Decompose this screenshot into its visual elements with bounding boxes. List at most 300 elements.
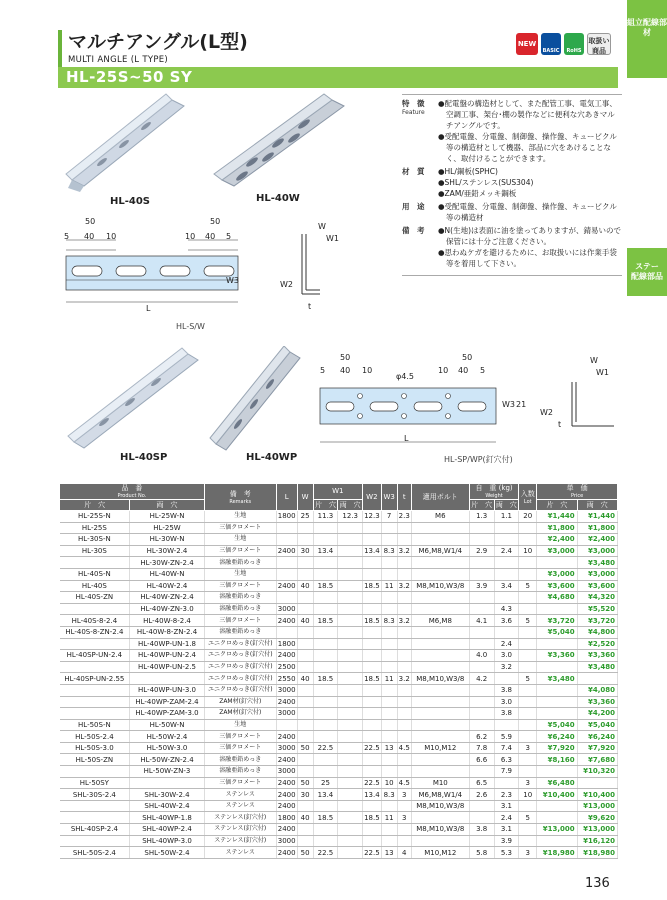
table-cell: 溶融亜鉛めっき bbox=[204, 592, 276, 604]
table-cell: 三価クロメート bbox=[204, 615, 276, 627]
table-cell: 3000 bbox=[277, 836, 296, 845]
table-cell bbox=[276, 719, 297, 731]
table-cell: 1800 bbox=[277, 813, 296, 822]
table-cell bbox=[313, 626, 338, 638]
table-cell: ¥2,520 bbox=[577, 638, 617, 650]
table-cell bbox=[60, 638, 130, 650]
table-cell bbox=[381, 638, 397, 650]
table-cell bbox=[338, 580, 363, 592]
table-cell bbox=[381, 835, 397, 847]
table-cell: 4.3 bbox=[494, 603, 519, 615]
table-row bbox=[60, 522, 618, 534]
table-cell: 3.0 bbox=[494, 650, 519, 662]
th-w2: W2 bbox=[363, 484, 382, 511]
table-row bbox=[60, 592, 618, 604]
table-cell bbox=[397, 696, 411, 708]
table-cell bbox=[60, 835, 130, 847]
table-cell: HL-50S-N bbox=[60, 719, 130, 731]
table-cell bbox=[313, 650, 338, 662]
table-cell: 40 bbox=[297, 812, 313, 824]
table-cell: M6,M8,W1/4 bbox=[411, 789, 469, 801]
table-cell: ¥10,400 bbox=[577, 789, 617, 801]
dim2-w: W bbox=[590, 356, 598, 365]
table-row bbox=[60, 742, 618, 754]
table-cell bbox=[381, 534, 397, 546]
table-cell bbox=[338, 603, 363, 615]
table-cell: 2400 bbox=[277, 732, 296, 741]
table-cell: HL-50S-2.4 bbox=[60, 731, 130, 743]
table-cell: ¥1,800 bbox=[537, 522, 577, 534]
table-cell bbox=[381, 522, 397, 534]
table-cell bbox=[363, 557, 382, 569]
table-cell: M6,M8,W1/4 bbox=[411, 545, 469, 557]
dim-50-left: 50 bbox=[85, 217, 96, 226]
table-cell bbox=[411, 719, 469, 731]
table-cell bbox=[60, 812, 130, 824]
rohs-badge: RoHS bbox=[564, 33, 584, 55]
table-cell: HL-30W-ZN-2.4 bbox=[130, 557, 205, 569]
table-row bbox=[60, 766, 618, 778]
table-cell: 18.5 bbox=[313, 673, 338, 685]
table-cell bbox=[411, 522, 469, 534]
table-cell: ¥2,400 bbox=[577, 534, 617, 546]
table-cell bbox=[519, 661, 537, 673]
table-cell: ¥3,000 bbox=[577, 545, 617, 557]
table-cell bbox=[363, 696, 382, 708]
th-bolt: 適用ボルト bbox=[411, 484, 469, 511]
table-cell: ¥4,080 bbox=[577, 684, 617, 696]
table-cell: 2400 bbox=[277, 651, 296, 660]
table-cell bbox=[313, 766, 338, 778]
table-row bbox=[60, 847, 618, 859]
table-cell: 18.5 bbox=[364, 674, 380, 683]
th-price-single: 片 穴 bbox=[537, 500, 577, 511]
table-cell: ¥3,600 bbox=[537, 580, 577, 592]
table-cell: 18.5 bbox=[364, 813, 380, 822]
table-cell bbox=[297, 557, 313, 569]
table-cell: 13.4 bbox=[364, 547, 380, 556]
table-cell bbox=[519, 708, 537, 720]
table-cell bbox=[313, 835, 338, 847]
table-row bbox=[60, 534, 618, 546]
table-cell: 25 bbox=[297, 511, 313, 523]
table-cell bbox=[363, 754, 382, 766]
table-cell: 1800 bbox=[277, 639, 296, 648]
th-w: W bbox=[297, 484, 313, 511]
dim2-10b: 10 bbox=[438, 366, 449, 375]
table-cell: M8,M10,W3/8 bbox=[411, 580, 469, 592]
table-cell: 生地 bbox=[204, 568, 276, 580]
table-cell bbox=[519, 568, 537, 580]
page-title: マルチアングル(L型) bbox=[68, 31, 248, 53]
th-l: L bbox=[276, 484, 297, 511]
table-cell: M10,M12 bbox=[411, 847, 469, 859]
table-row bbox=[60, 824, 618, 836]
dim2-l: L bbox=[404, 434, 409, 443]
th-w3: W3 bbox=[381, 484, 397, 511]
table-cell: 22.5 bbox=[364, 744, 380, 753]
table-cell: 3.2 bbox=[398, 674, 410, 683]
table-cell: ¥3,720 bbox=[537, 615, 577, 627]
table-cell bbox=[338, 731, 363, 743]
table-cell: 50 bbox=[297, 777, 313, 789]
table-cell bbox=[313, 754, 338, 766]
table-row bbox=[60, 580, 618, 592]
table-cell bbox=[537, 638, 577, 650]
table-cell bbox=[297, 592, 313, 604]
table-row bbox=[60, 835, 618, 847]
dim2-21: 21 bbox=[516, 400, 527, 409]
table-cell bbox=[537, 557, 577, 569]
table-cell: 5 bbox=[519, 673, 537, 685]
drawing-hl-sw bbox=[58, 220, 348, 320]
table-cell: HL-40WP-UN-2.5 bbox=[130, 661, 205, 673]
table-cell: 2400 bbox=[277, 697, 296, 706]
table-cell bbox=[313, 684, 338, 696]
photo-hl-40s bbox=[62, 92, 192, 192]
table-cell bbox=[397, 835, 411, 847]
table-cell: ¥18,980 bbox=[577, 847, 617, 859]
table-cell bbox=[494, 626, 519, 638]
material-row: 材 質 ●HL/鋼板(SPHC) ●SHL/ステンレス(SUS304) ●ZAM/亜鉛メッキ鋼板 bbox=[402, 167, 534, 198]
side-tab-category[interactable]: 組立配線部材 bbox=[627, 0, 667, 78]
table-cell: ¥1,800 bbox=[577, 522, 617, 534]
table-cell: 3.8 bbox=[469, 824, 494, 836]
table-cell: 2400 bbox=[277, 802, 296, 811]
dim2-w1: W1 bbox=[596, 368, 609, 377]
table-cell: HL-30W-N bbox=[130, 534, 205, 546]
table-cell: 18.5 bbox=[364, 581, 380, 590]
table-cell bbox=[338, 800, 363, 812]
spec-table-body bbox=[60, 511, 618, 859]
table-cell: HL-40W-8-ZN-2.4 bbox=[130, 626, 205, 638]
dim2-50-left: 50 bbox=[340, 353, 351, 362]
table-cell: SHL-50W-2.4 bbox=[130, 847, 205, 859]
table-cell: 3000 bbox=[277, 744, 296, 753]
table-cell bbox=[338, 824, 363, 836]
table-cell: ¥18,980 bbox=[537, 847, 577, 859]
table-cell: ステンレス bbox=[204, 847, 276, 859]
table-cell bbox=[397, 719, 411, 731]
table-cell: ¥3,000 bbox=[537, 545, 577, 557]
table-cell: 12.3 bbox=[364, 512, 380, 521]
table-cell bbox=[297, 731, 313, 743]
table-cell bbox=[276, 568, 297, 580]
caption-hl-spwp: HL-SP/WP(釘穴付) bbox=[444, 455, 513, 464]
table-cell bbox=[411, 684, 469, 696]
table-cell bbox=[60, 661, 130, 673]
dim2-40: 40 bbox=[340, 366, 351, 375]
table-cell bbox=[313, 731, 338, 743]
table-cell: 4.0 bbox=[469, 650, 494, 662]
table-cell: ¥3,360 bbox=[577, 650, 617, 662]
table-cell bbox=[338, 661, 363, 673]
table-cell bbox=[397, 626, 411, 638]
table-cell bbox=[60, 557, 130, 569]
table-row bbox=[60, 568, 618, 580]
table-cell bbox=[397, 534, 411, 546]
table-cell: 5 bbox=[519, 580, 537, 592]
table-cell bbox=[338, 696, 363, 708]
dim-5: 5 bbox=[64, 232, 70, 241]
table-cell: HL-50S-ZN bbox=[60, 754, 130, 766]
table-cell bbox=[381, 650, 397, 662]
table-cell: ユニクロめっき(釘穴付) bbox=[204, 684, 276, 696]
table-cell bbox=[397, 603, 411, 615]
table-cell: 3.6 bbox=[494, 615, 519, 627]
table-cell bbox=[411, 766, 469, 778]
table-cell bbox=[338, 534, 363, 546]
dim2-t: t bbox=[558, 420, 562, 429]
table-cell: 12.3 bbox=[338, 511, 363, 523]
table-cell: 3.2 bbox=[398, 616, 410, 625]
table-cell: 3000 bbox=[277, 709, 296, 718]
table-cell: ¥4,680 bbox=[537, 592, 577, 604]
th-remarks: 備 考 Remarks bbox=[204, 484, 276, 511]
table-cell bbox=[469, 812, 494, 824]
table-cell: ¥1,440 bbox=[577, 511, 617, 523]
table-cell bbox=[363, 835, 382, 847]
side-tab-subcategory[interactable]: ステー 配線部品 bbox=[627, 248, 667, 296]
table-cell: 25 bbox=[313, 777, 338, 789]
table-cell bbox=[363, 568, 382, 580]
table-cell: HL-40W-2.4 bbox=[130, 580, 205, 592]
table-cell: 3.8 bbox=[494, 708, 519, 720]
table-cell: ユニクロめっき(釘穴付) bbox=[204, 661, 276, 673]
table-cell: SHL-40SP-2.4 bbox=[60, 824, 130, 836]
table-row bbox=[60, 638, 618, 650]
table-cell bbox=[537, 800, 577, 812]
table-cell: HL-40WP-UN-1.8 bbox=[130, 638, 205, 650]
table-cell: 三価クロメート bbox=[204, 742, 276, 754]
table-cell: 4.5 bbox=[398, 778, 410, 787]
table-cell: HL-50W-ZN-3 bbox=[130, 766, 205, 778]
th-qty: 入数 Lot bbox=[519, 484, 537, 511]
table-cell: 3.9 bbox=[494, 835, 519, 847]
th-double: 両 穴 bbox=[130, 500, 205, 511]
table-cell: ユニクロめっき(釘穴付) bbox=[204, 650, 276, 662]
dim2-hole: φ4.5 bbox=[396, 372, 414, 381]
table-cell bbox=[297, 650, 313, 662]
table-cell: HL-50SY bbox=[60, 777, 130, 789]
table-cell: 溶融亜鉛めっき bbox=[204, 603, 276, 615]
table-cell: HL-25S bbox=[60, 522, 130, 534]
table-row bbox=[60, 626, 618, 638]
table-cell: 30 bbox=[297, 789, 313, 801]
table-cell: 2400 bbox=[277, 755, 296, 764]
table-cell: 22.5 bbox=[364, 778, 380, 787]
table-cell: HL-25W bbox=[130, 522, 205, 534]
table-cell: SHL-40WP-3.0 bbox=[130, 835, 205, 847]
table-cell: ¥3,480 bbox=[537, 673, 577, 685]
table-cell bbox=[519, 719, 537, 731]
table-cell bbox=[494, 557, 519, 569]
table-cell: 3.1 bbox=[494, 824, 519, 836]
table-cell bbox=[537, 603, 577, 615]
table-cell: 8.3 bbox=[381, 615, 397, 627]
table-cell: 30 bbox=[297, 545, 313, 557]
table-cell: 2.3 bbox=[398, 512, 410, 521]
table-cell: ¥5,040 bbox=[577, 719, 617, 731]
table-cell: 溶融亜鉛めっき bbox=[204, 754, 276, 766]
table-cell bbox=[381, 696, 397, 708]
model-range: HL-25S~50 SY bbox=[66, 68, 193, 86]
table-row bbox=[60, 615, 618, 627]
th-w1: W1 bbox=[313, 484, 362, 500]
table-cell: ¥3,480 bbox=[577, 661, 617, 673]
th-wt-single: 片 穴 bbox=[471, 500, 493, 509]
table-cell: 溶融亜鉛めっき bbox=[204, 557, 276, 569]
dim-40: 40 bbox=[84, 232, 95, 241]
table-cell bbox=[469, 534, 494, 546]
table-cell: 1.1 bbox=[494, 511, 519, 523]
table-cell: HL-50W-2.4 bbox=[130, 731, 205, 743]
dim2-5: 5 bbox=[320, 366, 326, 375]
table-cell: 3.4 bbox=[494, 580, 519, 592]
table-cell bbox=[411, 557, 469, 569]
table-cell bbox=[338, 708, 363, 720]
table-cell bbox=[469, 626, 494, 638]
table-cell: 2400 bbox=[277, 547, 296, 556]
table-cell: 40 bbox=[297, 580, 313, 592]
table-cell: 11 bbox=[381, 673, 397, 685]
dim2-40b: 40 bbox=[458, 366, 469, 375]
handling-badge: 取扱い 商品 bbox=[587, 33, 611, 55]
table-cell: HL-40WP-ZAM-2.4 bbox=[130, 696, 205, 708]
page-number: 136 bbox=[585, 876, 610, 891]
table-cell bbox=[397, 592, 411, 604]
table-cell: ¥16,120 bbox=[577, 835, 617, 847]
new-badge: NEW bbox=[516, 33, 538, 55]
table-cell bbox=[469, 719, 494, 731]
table-cell bbox=[537, 835, 577, 847]
table-cell: HL-40WP-ZAM-3.0 bbox=[130, 708, 205, 720]
basic-stock-badge: BASIC STOCK bbox=[541, 33, 561, 55]
table-cell bbox=[338, 545, 363, 557]
table-cell: ¥5,040 bbox=[537, 719, 577, 731]
photo-label-hl-40wp: HL-40WP bbox=[246, 452, 298, 463]
table-cell: 7.8 bbox=[469, 742, 494, 754]
table-cell: 10 bbox=[519, 545, 537, 557]
photo-hl-40sp bbox=[64, 346, 204, 452]
th-product: 品 番 Product No. bbox=[60, 484, 205, 500]
table-cell: HL-30W-2.4 bbox=[130, 545, 205, 557]
table-cell: 2400 bbox=[277, 790, 296, 799]
table-cell bbox=[297, 638, 313, 650]
table-cell: ¥6,240 bbox=[537, 731, 577, 743]
table-cell bbox=[381, 661, 397, 673]
table-cell bbox=[363, 626, 382, 638]
feature-row: 特 徴 Feature ●配電盤の構造材として、また配管工事、電気工事、空調工事、架台･棚の製作などに便利な穴あきマルチアングルです。 ●受配電盤、分電盤、制御盤、操作盤、キュービクル等の構造材として機器、部品に穴をあけることなく、取付けることができます。 bbox=[402, 99, 617, 163]
dim2-10: 10 bbox=[362, 366, 373, 375]
table-cell bbox=[338, 835, 363, 847]
table-cell bbox=[363, 731, 382, 743]
table-cell bbox=[397, 824, 411, 836]
table-cell: 3.1 bbox=[494, 800, 519, 812]
table-cell bbox=[494, 522, 519, 534]
table-cell: HL-50S-3.0 bbox=[60, 742, 130, 754]
table-cell bbox=[363, 800, 382, 812]
table-cell: 3 bbox=[519, 777, 537, 789]
table-cell: HL-40S-ZN bbox=[60, 592, 130, 604]
table-cell bbox=[313, 696, 338, 708]
dim2-5b: 5 bbox=[480, 366, 486, 375]
table-cell: 18.5 bbox=[364, 616, 380, 625]
table-cell bbox=[469, 800, 494, 812]
table-cell bbox=[297, 719, 313, 731]
table-cell bbox=[338, 626, 363, 638]
table-cell: 2500 bbox=[277, 663, 296, 672]
table-row bbox=[60, 684, 618, 696]
th-weight: 自 重 (kg) Weight bbox=[469, 484, 518, 500]
table-cell: M8,M10,W3/8 bbox=[411, 824, 469, 836]
table-cell: 6.6 bbox=[469, 754, 494, 766]
table-cell bbox=[363, 684, 382, 696]
table-cell bbox=[363, 638, 382, 650]
table-cell: 7.4 bbox=[494, 742, 519, 754]
table-cell: M6 bbox=[411, 511, 469, 523]
table-cell: 5.8 bbox=[469, 847, 494, 859]
table-cell: 生地 bbox=[204, 719, 276, 731]
table-cell bbox=[338, 522, 363, 534]
table-row bbox=[60, 719, 618, 731]
table-cell: 2400 bbox=[277, 778, 296, 787]
table-cell: 2.6 bbox=[469, 789, 494, 801]
table-cell: 三価クロメート bbox=[204, 522, 276, 534]
table-cell: ¥7,920 bbox=[537, 742, 577, 754]
table-cell bbox=[313, 557, 338, 569]
table-cell: ステンレス(釘穴付) bbox=[204, 835, 276, 847]
table-cell: ¥10,400 bbox=[537, 789, 577, 801]
table-cell: ¥1,440 bbox=[537, 511, 577, 523]
remarks-row: 備 考 ●N(生地)は表面に油を塗ってありますが、錆易いので保管には十分ご注意ください。 ●思わぬケガを避けるために、お取扱いには作業手袋等を着用して下さい。 bbox=[402, 226, 622, 268]
table-cell bbox=[363, 534, 382, 546]
table-cell: 13.4 bbox=[364, 790, 380, 799]
table-cell bbox=[411, 696, 469, 708]
table-cell bbox=[411, 603, 469, 615]
table-cell bbox=[297, 684, 313, 696]
table-row bbox=[60, 673, 618, 685]
table-cell bbox=[537, 766, 577, 778]
table-cell: ¥4,800 bbox=[577, 626, 617, 638]
table-cell: ¥5,520 bbox=[577, 603, 617, 615]
table-cell bbox=[411, 650, 469, 662]
table-cell: 7 bbox=[381, 511, 397, 523]
table-cell bbox=[338, 650, 363, 662]
table-cell: ¥3,360 bbox=[577, 696, 617, 708]
table-cell bbox=[537, 684, 577, 696]
table-cell bbox=[381, 626, 397, 638]
table-cell bbox=[411, 661, 469, 673]
table-cell: 3.8 bbox=[494, 684, 519, 696]
table-cell: 4.2 bbox=[469, 673, 494, 685]
table-cell bbox=[276, 557, 297, 569]
table-cell bbox=[397, 557, 411, 569]
table-row bbox=[60, 789, 618, 801]
table-cell: SHL-30S-2.4 bbox=[60, 789, 130, 801]
table-cell bbox=[297, 766, 313, 778]
table-cell: ¥13,000 bbox=[577, 824, 617, 836]
table-cell bbox=[276, 534, 297, 546]
table-cell: SHL-50S-2.4 bbox=[60, 847, 130, 859]
table-cell bbox=[338, 673, 363, 685]
table-cell: 3.2 bbox=[398, 581, 410, 590]
table-cell bbox=[313, 719, 338, 731]
table-cell bbox=[60, 708, 130, 720]
table-cell: 3.0 bbox=[494, 696, 519, 708]
table-cell bbox=[338, 742, 363, 754]
table-cell bbox=[519, 603, 537, 615]
